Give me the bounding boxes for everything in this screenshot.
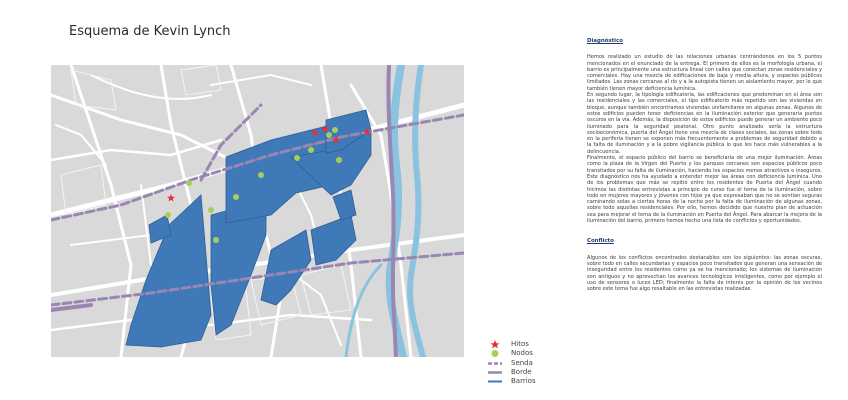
nodo-icon	[308, 147, 314, 153]
conflicto-heading: Conflicto	[587, 238, 614, 245]
nodo-icon	[208, 207, 214, 213]
legend-item-hitos	[486, 340, 596, 349]
diagnostico-paragraph: En segundo lugar, la tipología edificatoria, las edificaciones que predominan en el área son las residenciales y las comerciales, el tipo edificatorio más repetido son las viviendas en bloque, aunque también encontramos viviendas unifamiliares en algunas zonas. Algunos de estos edificios pueden tener deficiencias en la iluminación exterior que generaría puntos oscuros en la vía. Además, la disposición de estos edificios puede generar un ambiente poco iluminado para la seguridad peatonal. Otro punto analizado sería la estructura socioeconómica, puerta del Ángel tiene una mezcla de clases sociales, las zonas sobre todo en la periferia tienen se exponen más frecuentemente a problemas de seguridad debido a la falta de iluminación y a la pobre vigilancia pública lo que les hace más vulnerables a la delincuencia.	[587, 92, 822, 155]
legend-item-senda	[486, 359, 596, 368]
diagnostico-heading: Diagnóstico	[587, 38, 623, 44]
nodo-icon	[233, 194, 239, 200]
nodo-icon	[213, 237, 219, 243]
solid-line-icon	[488, 368, 502, 377]
text-column	[587, 38, 822, 292]
legend-label: Hitos	[511, 340, 529, 348]
star-icon	[488, 340, 502, 349]
hito-star-icon	[167, 194, 175, 202]
map-legend	[486, 340, 596, 386]
diagnostico-paragraph: Finalmente, el espacio público del barrio se beneficiaría de una mejor iluminación. Áreas como la plaza de la Virgen del Puerto y los parques cercanos son espacios públicos poco transitados por su falta de iluminación, haciendo los espacios menos atractivos e inseguros. Este diagnóstico nos ha ayudado a entender mejor las áreas con deficiencia lumínica. Uno de los problemas que más se repitió entre los residentes de Puerta del Ángel cuando hicimos las distintas entrevistas a principio de curso fue el tema de la iluminación, sobre todo en mujeres mayores y jóvenes con hijos ya que expresaban que no se sentían seguras caminando solas a ciertas horas de la noche por la falta de iluminación de algunas zonas, sobre todo aquellas residenciales. Por ello, hemos decidido que nuestro plan de actuación sea para mejorar el tema de la iluminación en Puerta del Ángel. Para abarcar la mejora de la iluminación del barrio, primero hemos hecho una lista de conflictos y oportunidades.	[587, 155, 822, 225]
map-canvas	[51, 65, 464, 357]
legend-label: Barrios	[511, 377, 536, 386]
dot-icon	[488, 349, 502, 358]
page-title: Esquema de Kevin Lynch	[69, 24, 231, 39]
nodo-icon	[336, 157, 342, 163]
legend-item-barrios	[486, 377, 596, 386]
nodo-icon	[332, 127, 338, 133]
dashed-line-icon	[488, 359, 502, 368]
legend-item-nodos	[486, 349, 596, 358]
nodo-icon	[326, 132, 332, 138]
kevin-lynch-map	[51, 65, 464, 357]
nodo-icon	[165, 212, 171, 218]
nodo-icon	[186, 180, 192, 186]
diagnostico-paragraph: Hemos realizado un estudio de las relaciones urbanas centrándonos en los 5 puntos mencionados en el enunciado de la entrega. El primero de ellos es la morfología urbana, el barrio es principalmente una estructura lineal con calles que conectan zonas residenciales y comerciales. Hay una mezcla de edificaciones de baja y media altura, y espacios públicos limitados. Las zonas cercanas al río y a la autopista tienen un aislamiento mayor, por lo que también tienen mayor deficiencia lumínica.	[587, 54, 822, 92]
legend-label: Nodos	[511, 349, 533, 358]
legend-label: Senda	[511, 358, 533, 367]
legend-item-borde	[486, 368, 596, 377]
conflicto-paragraph: Algunos de los conflictos encontrados destacables son los siguientes: las zonas oscuras, sobre todo en calles secundarias y espacios poco transitados que generan una sensación de inseguridad entre los residentes como ya se ha mencionado; los sistemas de iluminación son antiguos y no aprovechan los avances tecnológicos inteligentes, como por ejemplo el uso de sensores o luces LED; finalmente la falta de interés por la opinión de los vecinos sobre este tema fue algo resaltable en las entrevistas realizadas.	[587, 254, 822, 293]
line-icon	[488, 377, 502, 386]
nodo-icon	[294, 155, 300, 161]
nodo-icon	[258, 172, 264, 178]
legend-label: Borde	[511, 367, 532, 376]
